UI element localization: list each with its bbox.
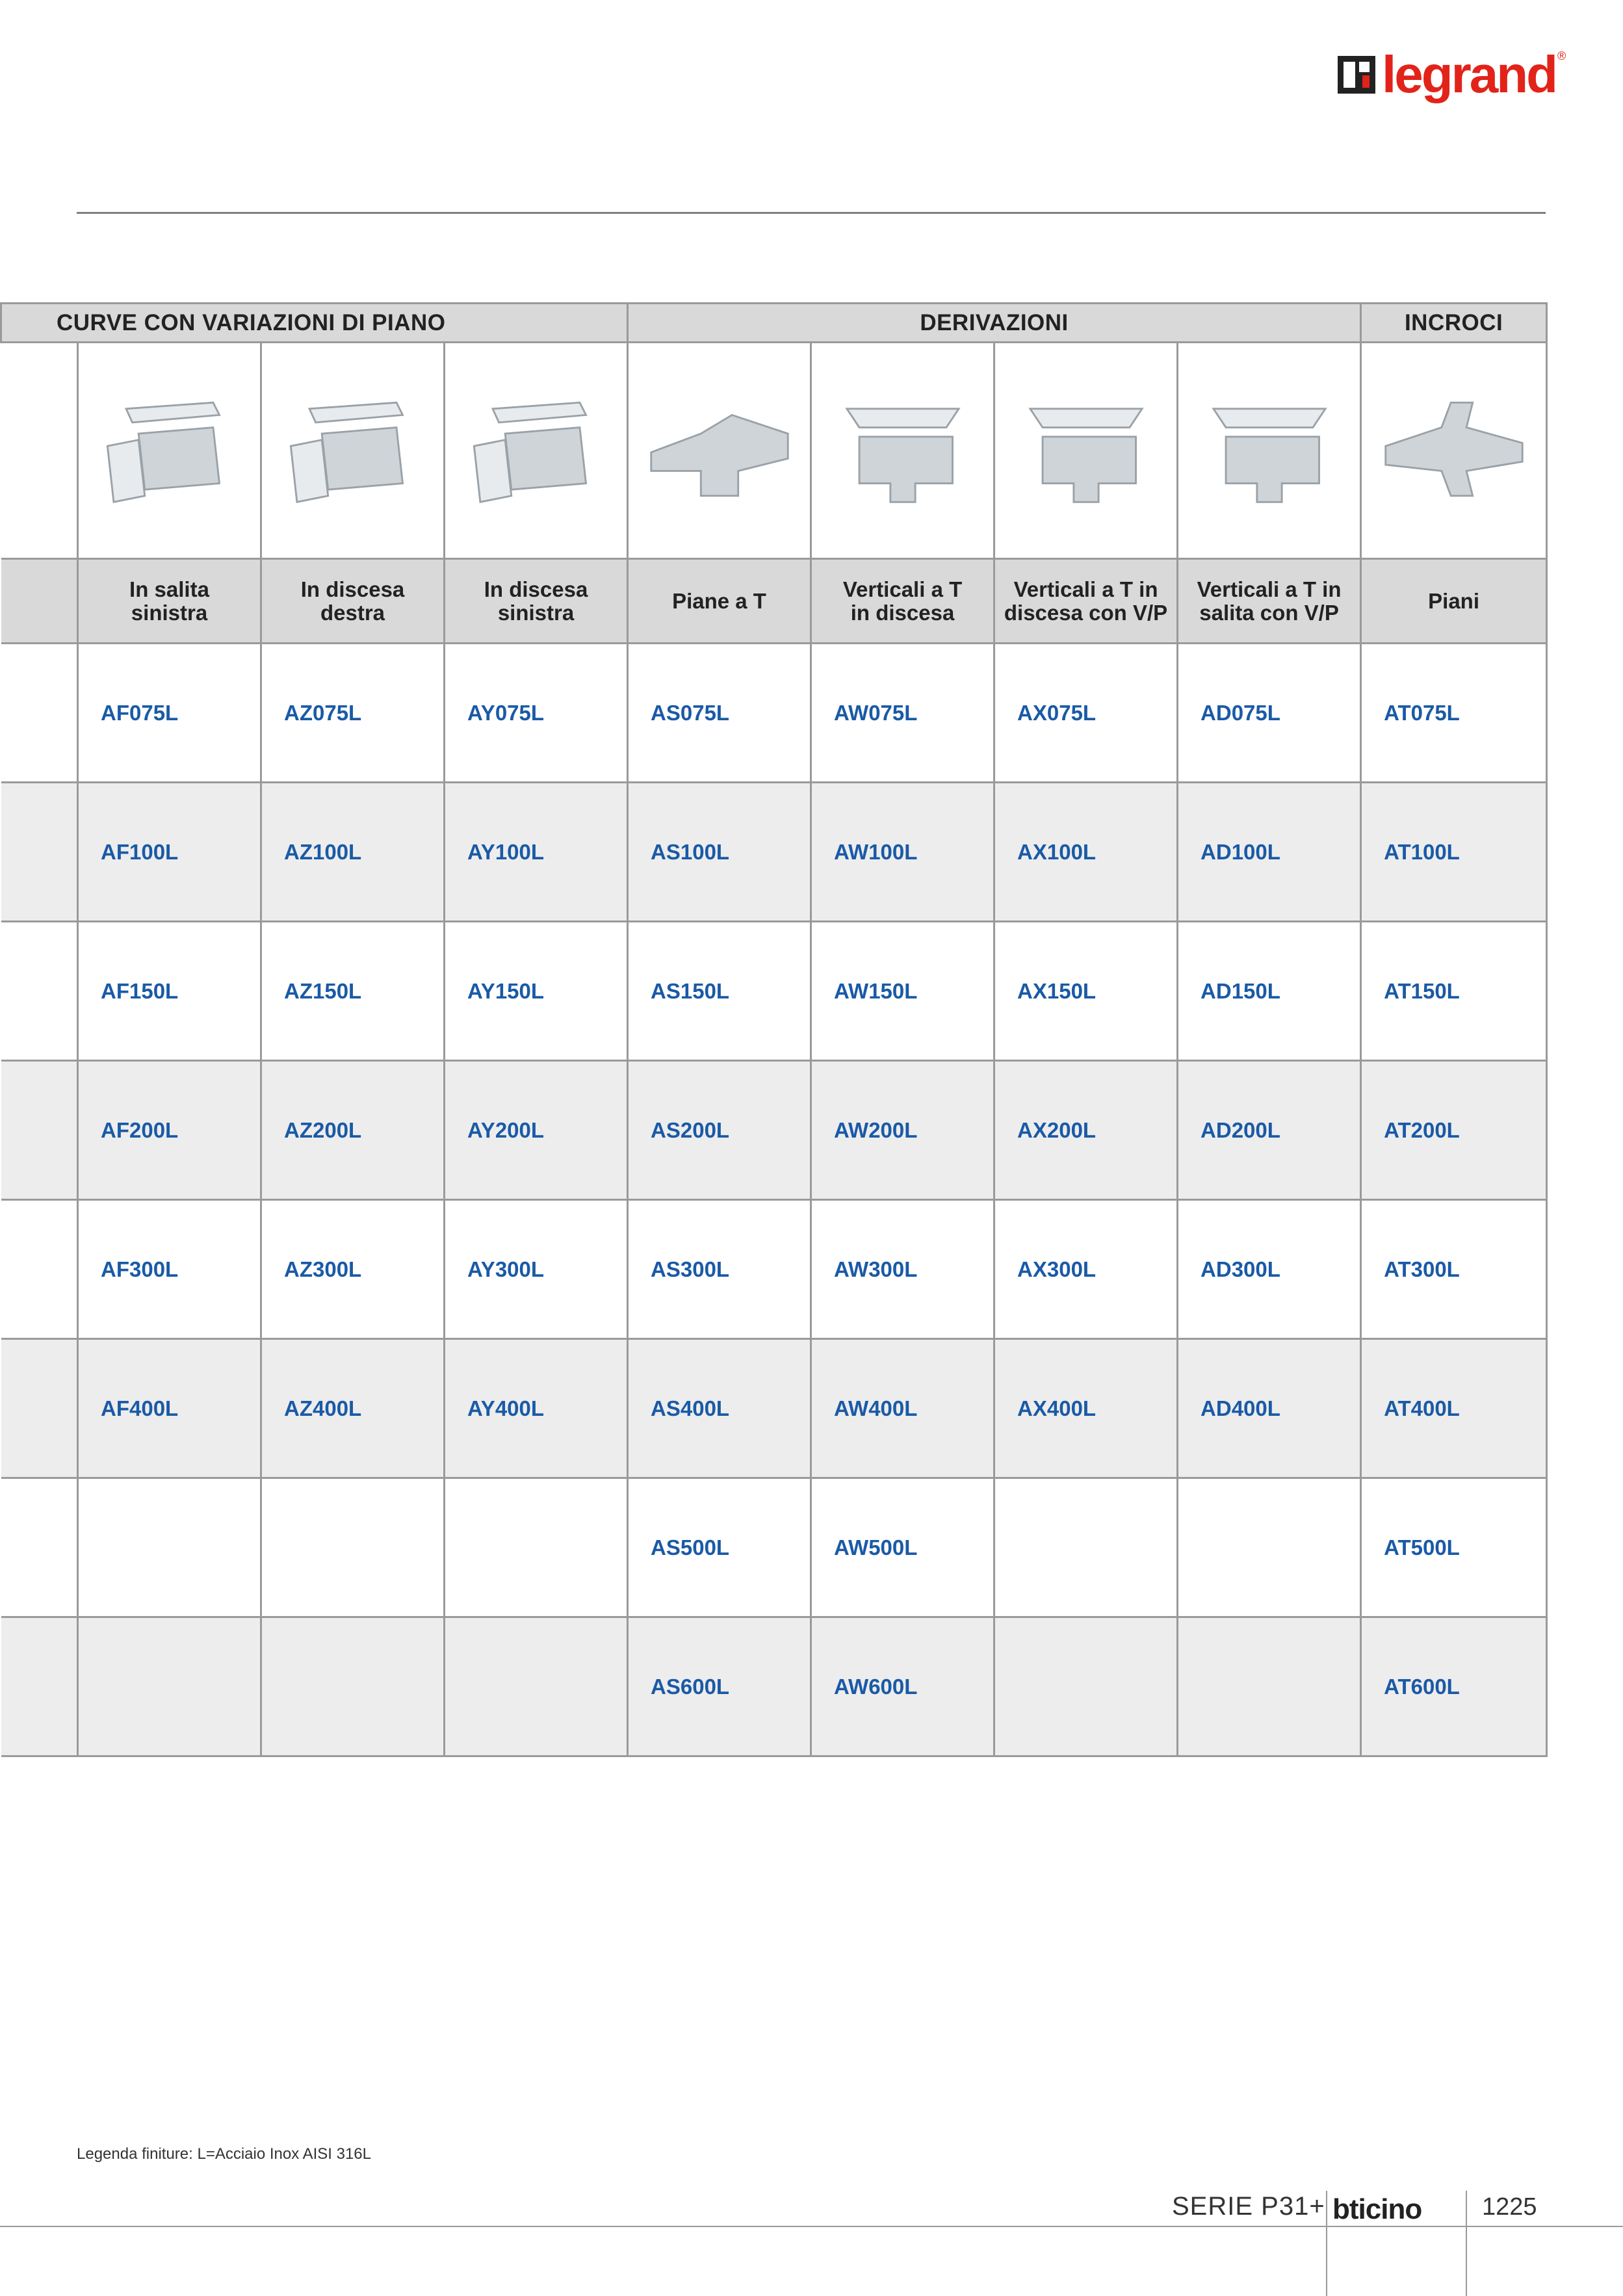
bticino-logo: bticino — [1332, 2193, 1422, 2225]
product-code — [994, 1617, 1178, 1756]
product-code: AT200L — [1361, 1061, 1547, 1200]
product-code: AD100L — [1178, 783, 1361, 922]
column-subheader: Verticali a T in salita con V/P — [1178, 559, 1361, 644]
product-code: AW500L — [811, 1478, 994, 1617]
product-code — [1178, 1478, 1361, 1617]
product-code — [78, 1617, 261, 1756]
product-code: AT300L — [1361, 1200, 1547, 1339]
legend-text: Legenda finiture: L=Acciaio Inox AISI 316L — [77, 2145, 371, 2163]
product-code: AS600L — [628, 1617, 811, 1756]
product-code: AT600L — [1361, 1617, 1547, 1756]
product-code: AS075L — [628, 644, 811, 783]
product-code: AW300L — [811, 1200, 994, 1339]
legrand-mark-icon — [1338, 56, 1375, 94]
product-code: AT150L — [1361, 922, 1547, 1061]
table-row — [1, 1617, 1547, 1756]
tee-vertical-down-vp-icon — [994, 343, 1178, 559]
product-code: AW100L — [811, 783, 994, 922]
group-header: DERIVAZIONI — [628, 304, 1361, 343]
product-code: AF200L — [78, 1061, 261, 1200]
product-code: AS200L — [628, 1061, 811, 1200]
tee-vertical-up-vp-icon — [1178, 343, 1361, 559]
product-code — [261, 1478, 445, 1617]
row-stub — [1, 922, 78, 1061]
product-code: AZ150L — [261, 922, 445, 1061]
product-code: AD150L — [1178, 922, 1361, 1061]
table-row — [1, 1061, 1547, 1200]
product-code — [78, 1478, 261, 1617]
product-code: AW075L — [811, 644, 994, 783]
row-stub — [1, 1339, 78, 1478]
top-divider — [77, 212, 1546, 214]
product-code: AD200L — [1178, 1061, 1361, 1200]
product-code: AS300L — [628, 1200, 811, 1339]
footer-separator — [1326, 2191, 1327, 2296]
product-code: AF100L — [78, 783, 261, 922]
tee-flat-icon — [628, 343, 811, 559]
product-code — [261, 1617, 445, 1756]
row-stub — [1, 644, 78, 783]
product-code — [994, 1478, 1178, 1617]
footer-separator — [1466, 2191, 1467, 2296]
product-code: AX400L — [994, 1339, 1178, 1478]
product-code: AS100L — [628, 783, 811, 922]
product-code: AT500L — [1361, 1478, 1547, 1617]
product-code: AZ300L — [261, 1200, 445, 1339]
row-stub — [1, 559, 78, 644]
product-code: AW200L — [811, 1061, 994, 1200]
series-label: SERIE P31+ — [1172, 2192, 1325, 2221]
subheader-row — [1, 559, 1547, 644]
curve-down-left-icon — [445, 343, 628, 559]
product-code: AX075L — [994, 644, 1178, 783]
product-code: AT075L — [1361, 644, 1547, 783]
product-code — [445, 1478, 628, 1617]
table-row — [1, 783, 1547, 922]
footer-divider — [0, 2226, 1623, 2227]
product-code: AD400L — [1178, 1339, 1361, 1478]
product-code: AZ200L — [261, 1061, 445, 1200]
product-code: AY400L — [445, 1339, 628, 1478]
column-subheader: In salita sinistra — [78, 559, 261, 644]
product-code: AX200L — [994, 1061, 1178, 1200]
product-code: AD075L — [1178, 644, 1361, 783]
product-code: AW600L — [811, 1617, 994, 1756]
column-subheader: Verticali a T in discesa con V/P — [994, 559, 1178, 644]
product-code: AF300L — [78, 1200, 261, 1339]
product-code: AX300L — [994, 1200, 1178, 1339]
logo-registered: ® — [1557, 49, 1566, 62]
group-header: CURVE CON VARIAZIONI DI PIANO — [1, 304, 628, 343]
product-code: AZ100L — [261, 783, 445, 922]
row-stub — [1, 1200, 78, 1339]
tee-vertical-down-icon — [811, 343, 994, 559]
product-code: AY300L — [445, 1200, 628, 1339]
product-code: AY100L — [445, 783, 628, 922]
table-row — [1, 1339, 1547, 1478]
image-row — [1, 343, 1547, 559]
product-code: AY150L — [445, 922, 628, 1061]
column-subheader: In discesa sinistra — [445, 559, 628, 644]
table-row — [1, 1478, 1547, 1617]
product-code: AX100L — [994, 783, 1178, 922]
product-code: AZ400L — [261, 1339, 445, 1478]
product-code: AY075L — [445, 644, 628, 783]
column-subheader: Piane a T — [628, 559, 811, 644]
product-code: AZ075L — [261, 644, 445, 783]
column-subheader: Piani — [1361, 559, 1547, 644]
group-header-row — [1, 304, 1547, 343]
product-code: AS150L — [628, 922, 811, 1061]
cross-flat-icon — [1361, 343, 1547, 559]
product-code: AS400L — [628, 1339, 811, 1478]
product-code: AF075L — [78, 644, 261, 783]
row-stub — [1, 783, 78, 922]
legrand-logo — [1338, 47, 1566, 103]
product-code — [445, 1617, 628, 1756]
catalog-table — [0, 302, 1548, 1757]
group-header: INCROCI — [1361, 304, 1547, 343]
product-code: AF400L — [78, 1339, 261, 1478]
table-row — [1, 922, 1547, 1061]
product-code: AY200L — [445, 1061, 628, 1200]
row-stub — [1, 1478, 78, 1617]
product-code: AX150L — [994, 922, 1178, 1061]
product-code: AD300L — [1178, 1200, 1361, 1339]
curve-up-left-icon — [78, 343, 261, 559]
column-subheader: In discesa destra — [261, 559, 445, 644]
product-code: AF150L — [78, 922, 261, 1061]
product-code — [1178, 1617, 1361, 1756]
table-row — [1, 644, 1547, 783]
product-code: AW400L — [811, 1339, 994, 1478]
product-code: AT100L — [1361, 783, 1547, 922]
page-number: 1225 — [1482, 2193, 1537, 2221]
product-code: AW150L — [811, 922, 994, 1061]
curve-down-right-icon — [261, 343, 445, 559]
product-code: AT400L — [1361, 1339, 1547, 1478]
table-row — [1, 1200, 1547, 1339]
logo-text: legrand — [1382, 46, 1556, 103]
product-code: AS500L — [628, 1478, 811, 1617]
column-subheader: Verticali a T in discesa — [811, 559, 994, 644]
row-stub — [1, 1617, 78, 1756]
row-stub — [1, 1061, 78, 1200]
row-stub — [1, 343, 78, 559]
